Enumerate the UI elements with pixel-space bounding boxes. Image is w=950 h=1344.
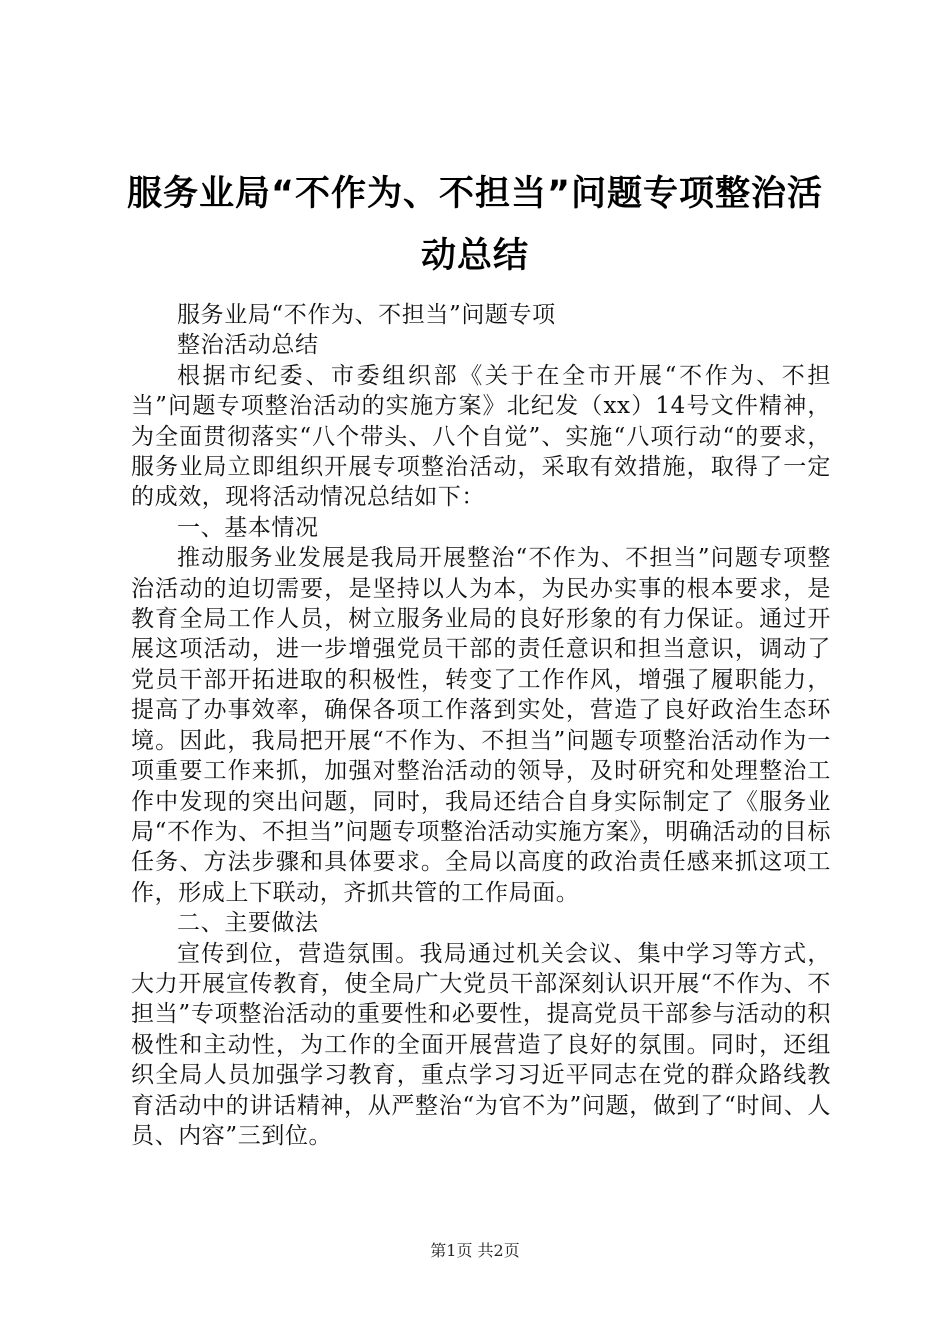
subtitle-line-2: 整治活动总结 <box>177 332 319 359</box>
section-heading-main-practices: 二、主要做法 <box>177 910 319 937</box>
basic-situation-paragraph: 推动服务业发展是我局开展整治“不作为、不担当”问题专项整治活动的迫切需要，是坚持以人为本，为民办实事的根本要求，是教育全局工作人员，树立服务业局的良好形象的有力保证。通过开展这项活动，进一步增强党员干部的责任意识和担当意识，调动了党员干部开拓进取的积极性，转变了工作作风，增强了履职能力，提高了办事效率，确保各项工作落到实处，营造了良好政治生态环境。因此，我局把开展“不作为、不担当”问题专项整治活动作为一项重要工作来抓，加强对整治活动的领导，及时研究和处理整治工作中发现的突出问题，同时，我局还结合自身实际制定了《服务业局“不作为、不担当”问题专项整治活动实施方案》，明确活动的目标任务、方法步骤和具体要求。全局以高度的政治责任感来抓这项工作，形成上下联动，齐抓共管的工作局面。 <box>131 545 831 906</box>
intro-paragraph: 根据市纪委、市委组织部《关于在全市开展“不作为、不担当”问题专项整治活动的实施方案》北纪发（xx）14号文件精神，为全面贯彻落实“八个带头、八个自觉”、实施“八项行动“的要求，服务业局立即组织开展专项整治活动，采取有效措施，取得了一定的成效，现将活动情况总结如下： <box>131 362 831 511</box>
subtitle-line-1: 服务业局“不作为、不担当”问题专项 <box>177 302 556 328</box>
section-heading-basic-situation: 一、基本情况 <box>177 514 319 541</box>
page-number-footer: 第1页 共2页 <box>430 1241 520 1260</box>
document-title: 服务业局“不作为、不担当”问题专项整治活动总结 <box>126 174 823 276</box>
main-practices-paragraph: 宣传到位，营造氛围。我局通过机关会议、集中学习等方式，大力开展宣传教育，使全局广大党员干部深刻认识开展“不作为、不担当”专项整治活动的重要性和必要性，提高党员干部参与活动的积极性和主动性，为工作的全面开展营造了良好的氛围。同时，还组织全局人员加强学习教育，重点学习习近平同志在党的群众路线教育活动中的讲话精神，从严整治“为官不为”问题，做到了“时间、人员、内容”三到位。 <box>131 940 831 1149</box>
document-body <box>131 300 831 1151</box>
